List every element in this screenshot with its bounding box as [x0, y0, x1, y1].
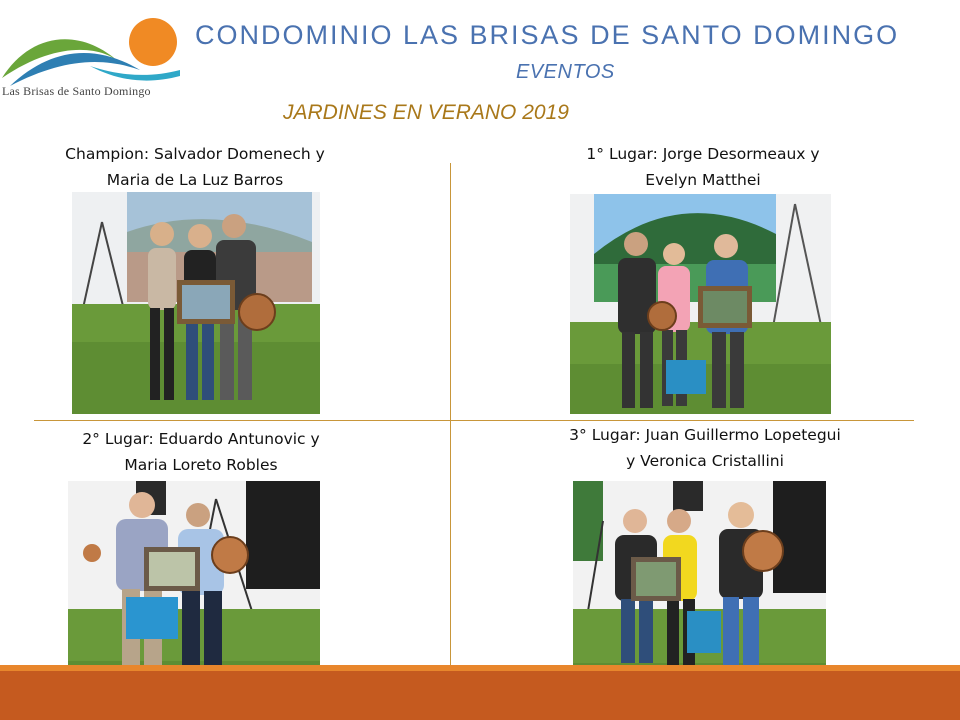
- caption-line: 2° Lugar: Eduardo Antunovic y: [82, 430, 320, 448]
- page-title: CONDOMINIO LAS BRISAS DE SANTO DOMINGO: [195, 20, 900, 50]
- caption-line: Maria Loreto Robles: [124, 456, 278, 474]
- photo-champion: [72, 192, 320, 414]
- caption-line: Maria de La Luz Barros: [106, 171, 284, 189]
- section-title: JARDINES EN VERANO 2019: [283, 101, 569, 124]
- caption-line: Champion: Salvador Domenech y: [65, 145, 325, 163]
- horizontal-divider: [34, 420, 914, 421]
- logo-text: Las Brisas de Santo Domingo: [2, 84, 151, 98]
- page-subtitle: EVENTOS: [516, 61, 615, 83]
- caption-second-place: [46, 426, 356, 478]
- footer-stripe: [0, 665, 960, 671]
- caption-line: 1° Lugar: Jorge Desormeaux y: [586, 145, 820, 163]
- caption-line: 3° Lugar: Juan Guillermo Lopetegui: [569, 426, 841, 444]
- caption-third-place: [540, 422, 870, 474]
- caption-line: Evelyn Matthei: [645, 171, 761, 189]
- vertical-divider: [450, 163, 451, 665]
- caption-first-place: [548, 141, 858, 193]
- photo-first-place: [570, 194, 831, 414]
- caption-line: y Veronica Cristallini: [626, 452, 784, 470]
- caption-champion: [40, 141, 350, 193]
- footer-bar: [0, 665, 960, 720]
